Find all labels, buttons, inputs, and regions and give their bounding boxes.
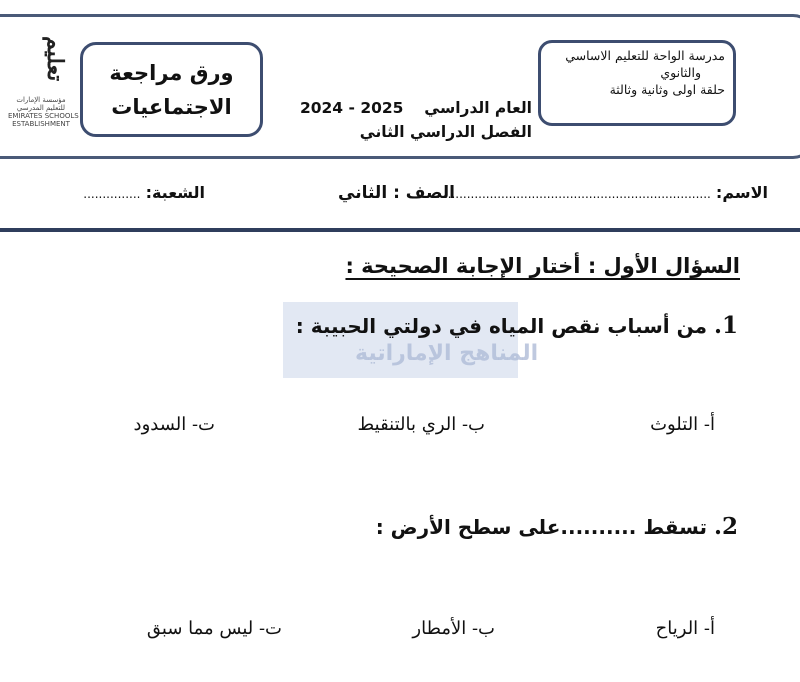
question-1-text: من أسباب نقص المياه في دولتي الحبيبة : [295,314,707,338]
q1-option-c[interactable]: ت- السدود [133,414,215,435]
q2-option-c[interactable]: ت- ليس مما سبق [146,618,282,639]
grade-value: الثاني [338,183,388,203]
question-1 [296,312,738,339]
question-2-number: 2. [713,513,738,540]
section-label: الشعبة: [145,183,205,202]
section-title-text: السؤال الأول : أختار الإجابة الصحيحة : [345,254,740,278]
academic-year-label: العام الدراسي [424,99,532,117]
q2-option-a[interactable]: أ- الرياح [655,618,715,639]
school-line1: مدرسة الواحة للتعليم الاساسي [565,48,725,63]
watermark-text: المناهج الإماراتية [355,341,539,366]
student-name-field[interactable] [436,183,768,202]
logo-mark: تعليم [42,36,68,82]
section-field[interactable] [83,183,205,202]
school-line2: والثانوي [660,65,701,80]
grade-field [338,183,455,203]
worksheet-title-line1: ورق مراجعة [109,60,234,85]
worksheet-title-line2: الاجتماعيات [111,94,232,119]
academic-year [300,99,532,117]
section-dots: ............... [83,187,141,201]
question-2 [376,513,738,540]
academic-year-value: 2024 - 2025 [299,99,404,117]
logo-ar-line1: مؤسسة الإمارات [16,96,66,104]
academic-term: الفصل الدراسي الثاني [359,123,532,141]
name-dots: ........................................................................ [436,187,711,201]
school-info-box [538,40,736,126]
q1-option-a[interactable]: أ- التلوث [650,414,715,435]
q1-option-b[interactable]: ب- الري بالتنقيط [357,414,485,435]
grade-label: الصف : [387,183,455,203]
question-1-number: 1. [713,312,738,339]
section-title [345,254,740,278]
logo-en-line2: ESTABLISHMENT [12,120,70,128]
name-label: الاسم: [715,183,768,202]
q2-option-b[interactable]: ب- الأمطار [412,618,495,639]
header-divider [0,228,800,232]
logo-en-line1: EMIRATES SCHOOLS [8,112,79,120]
emirates-schools-logo [8,30,79,134]
worksheet-title-box [80,42,263,137]
logo-ar-line2: للتعليم المدرسي [16,104,66,112]
question-2-text: تسقط ..........على سطح الأرض : [375,515,707,539]
school-line3: حلقة اولى وثانية وثالثة [609,82,725,97]
